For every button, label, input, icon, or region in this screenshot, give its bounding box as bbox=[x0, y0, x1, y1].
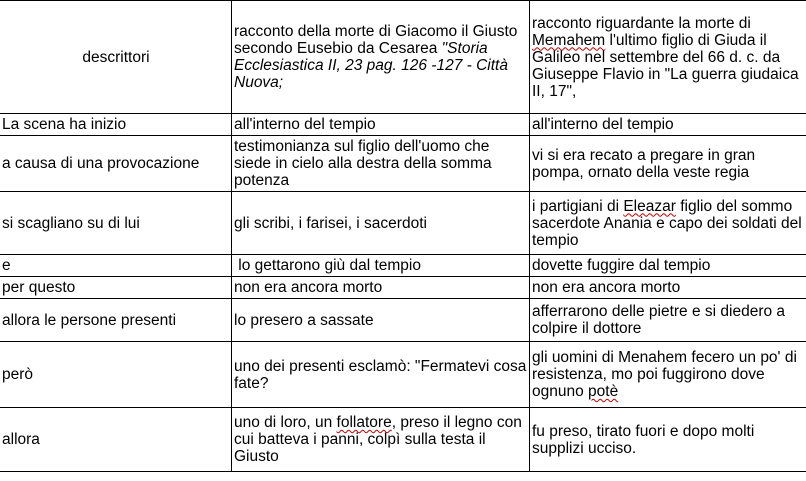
table-row bbox=[0, 192, 806, 255]
descriptor-cell[interactable] bbox=[0, 192, 232, 255]
eusebio-header-cell[interactable] bbox=[232, 1, 530, 114]
flavio-cell[interactable] bbox=[530, 136, 806, 192]
eusebio-cell[interactable] bbox=[232, 299, 530, 342]
descriptors-header-cell[interactable] bbox=[0, 1, 232, 114]
descriptors-header: descrittori bbox=[82, 48, 150, 66]
eusebio-cell[interactable] bbox=[232, 114, 530, 136]
flavio-cell[interactable] bbox=[530, 342, 806, 408]
table-row bbox=[0, 255, 806, 277]
eusebio-cell[interactable] bbox=[232, 408, 530, 472]
eusebio-header-source: "Storia Ecclesiastica II, 23 pag. 126 -127 - Città Nuova; bbox=[234, 40, 508, 91]
table-row bbox=[0, 342, 806, 408]
flavio-word: potè bbox=[588, 383, 619, 400]
eusebio-text: non era ancora morto bbox=[234, 279, 383, 296]
flavio-name: Eleazar bbox=[623, 197, 676, 215]
flavio-cell[interactable] bbox=[530, 408, 806, 472]
table-row bbox=[0, 136, 806, 192]
flavio-text: all'interno del tempio bbox=[532, 116, 674, 133]
eusebio-cell[interactable] bbox=[232, 255, 530, 277]
descriptor-text: allora bbox=[2, 431, 40, 448]
descriptor-cell[interactable] bbox=[0, 255, 232, 277]
descriptor-cell[interactable] bbox=[0, 136, 232, 192]
eusebio-text: lo gettarono giù dal tempio bbox=[234, 257, 421, 274]
descriptor-cell[interactable] bbox=[0, 277, 232, 299]
table-row bbox=[0, 299, 806, 342]
header-row bbox=[0, 1, 806, 114]
descriptor-cell[interactable] bbox=[0, 299, 232, 342]
flavio-text: gli uomini di Menahem fecero un po' di resistenza, mo poi fuggirono dove ognuno bbox=[532, 349, 797, 400]
flavio-header-source: l'ultimo figlio di Giuda il Galileo nel settembre del 66 d. c. da Giuseppe Flavio in "La guerra giudaica II, 17", bbox=[532, 31, 799, 100]
descriptor-cell[interactable] bbox=[0, 408, 232, 472]
eusebio-word: follatore bbox=[336, 414, 392, 431]
flavio-cell[interactable] bbox=[530, 255, 806, 277]
eusebio-text: testimonianza sul figlio dell'uomo che siede in cielo alla destra della somma potenza bbox=[234, 138, 492, 189]
flavio-text: dovette fuggire dal tempio bbox=[532, 257, 711, 274]
eusebio-text: lo presero a sassate bbox=[234, 311, 374, 329]
flavio-text: vi si era recato a pregare in gran pompa, ornato della veste regia bbox=[532, 146, 756, 181]
table-row bbox=[0, 114, 806, 136]
eusebio-cell[interactable] bbox=[232, 136, 530, 192]
descriptor-text: La scena ha inizio bbox=[2, 116, 127, 133]
descriptor-text: a causa di una provocazione bbox=[2, 155, 200, 172]
flavio-cell[interactable] bbox=[530, 114, 806, 136]
descriptor-text: e bbox=[2, 257, 11, 274]
eusebio-cell[interactable] bbox=[232, 277, 530, 299]
flavio-cell[interactable] bbox=[530, 277, 806, 299]
flavio-header-cell[interactable] bbox=[530, 1, 806, 114]
descriptor-text: però bbox=[2, 366, 34, 383]
descriptor-text: si scagliano su di lui bbox=[2, 214, 140, 232]
eusebio-text: uno di loro, un bbox=[234, 414, 337, 431]
eusebio-text: gli scribi, i farisei, i sacerdoti bbox=[234, 214, 427, 232]
flavio-text-rest: figlio del sommo sacerdote Anania e capo dei soldati del tempio bbox=[532, 197, 802, 249]
descriptor-text: allora le persone presenti bbox=[2, 311, 177, 329]
eusebio-cell[interactable] bbox=[232, 342, 530, 408]
eusebio-text: uno dei presenti esclamò: "Fermatevi cosa fate? bbox=[234, 357, 527, 392]
table-row bbox=[0, 408, 806, 472]
flavio-text: fu preso, tirato fuori e dopo molti supplizi ucciso. bbox=[532, 422, 755, 457]
eusebio-text-rest: , preso il legno con cui batteva i panni, colpì sulla testa il Giusto bbox=[234, 414, 522, 465]
table-row bbox=[0, 277, 806, 299]
descriptor-text: per questo bbox=[2, 279, 76, 296]
flavio-header-text: racconto riguardante la morte di bbox=[532, 14, 751, 32]
flavio-text: i partigiani di bbox=[532, 197, 624, 215]
flavio-text: non era ancora morto bbox=[532, 279, 681, 296]
descriptor-cell[interactable] bbox=[0, 114, 232, 136]
descriptor-cell[interactable] bbox=[0, 342, 232, 408]
flavio-header-name: Memahem bbox=[532, 31, 606, 49]
flavio-cell[interactable] bbox=[530, 192, 806, 255]
eusebio-header-text: racconto della morte di Giacomo il Giusto secondo Eusebio da Cesarea bbox=[234, 23, 518, 57]
eusebio-cell[interactable] bbox=[232, 192, 530, 255]
flavio-text: afferrarono delle pietre e si diedero a colpire il dottore bbox=[532, 303, 786, 337]
eusebio-text: all'interno del tempio bbox=[234, 116, 376, 133]
flavio-cell[interactable] bbox=[530, 299, 806, 342]
